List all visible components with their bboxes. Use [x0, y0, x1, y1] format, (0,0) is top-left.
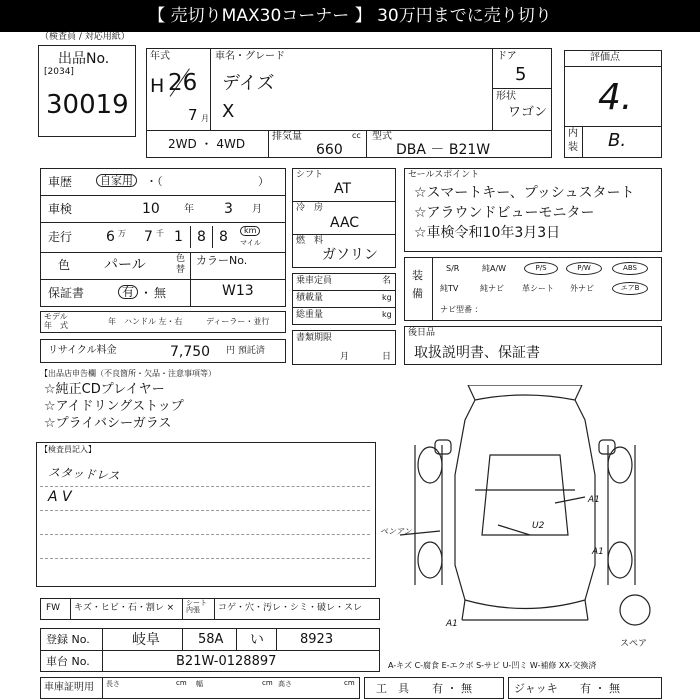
top-left-note: （検査員 / 対応用紙）: [40, 32, 130, 42]
mileage-d3: 1: [174, 229, 183, 245]
wheel-rear-left: [418, 542, 442, 578]
color-no-label: カラーNo.: [196, 254, 248, 267]
year-label: 年式: [150, 51, 170, 62]
mark-pen: ペンアン: [380, 527, 412, 536]
history-close: ）: [258, 175, 269, 188]
drive: 2WD ・ 4WD: [168, 137, 246, 151]
year-month-unit: 月: [201, 114, 209, 123]
spare-tire: [620, 595, 650, 625]
history-rest: ・（: [146, 175, 163, 188]
score-label: 評価点: [590, 52, 620, 63]
fuel-label: 燃 料: [296, 236, 324, 246]
mileage-d5: 8: [219, 229, 228, 245]
equip-sr: S/R: [446, 264, 460, 273]
color-value: パール: [104, 257, 146, 273]
damage-legend: A-キズ C-腐食 E-エクボ S-サビ U-凹ミ W-補修 XX-交換済: [388, 661, 597, 670]
history-label: 車歴: [48, 175, 73, 189]
displacement-value: 660: [316, 142, 343, 158]
equipment-label-1: 装: [412, 269, 423, 282]
model-value: DBA － B21W: [396, 142, 491, 158]
tools-label: 工 具: [376, 682, 409, 695]
equip-ps: P/S: [524, 262, 558, 275]
interior-label-2: 装: [568, 142, 578, 153]
capacity-unit: 名: [382, 276, 392, 286]
chassis-value: B21W-0128897: [176, 654, 277, 669]
score-value: 4.: [598, 77, 633, 118]
shift-value: AT: [334, 181, 352, 197]
mirror-right: [599, 440, 615, 454]
sales-point-1: ☆スマートキー、プッシュスタート: [414, 185, 635, 201]
mark-a1-front: A1: [592, 547, 604, 557]
model-year-dealer: ディーラー・並行: [206, 317, 270, 326]
equip-ext-navi: 外ナビ: [570, 284, 594, 293]
recycle-value: 7,750: [170, 344, 211, 360]
history-circled: 自家用: [96, 174, 137, 187]
equip-aw: 純A/W: [482, 264, 507, 273]
color-no-value: W13: [222, 283, 254, 299]
banner-text: 【 売切りMAX30コーナー 】 30万円までに売り切り: [148, 6, 552, 26]
expiry-unit2: 日: [382, 352, 392, 362]
model-label: 型式: [372, 131, 392, 142]
inspector-line1: スタッドレス: [47, 465, 120, 483]
warranty-label: 保証書: [48, 286, 85, 300]
floor-items: キズ・ヒビ・石・割レ ×: [74, 603, 175, 613]
later-label: 後日品: [408, 328, 436, 338]
recycle-unit: 円 預託済: [226, 346, 265, 356]
car-name-label: 車名・グレード: [215, 51, 285, 62]
cert-width: 幅: [196, 680, 203, 688]
interior-label-1: 内: [568, 128, 578, 139]
inspector-label: 【検査員記入】: [40, 445, 96, 454]
equip-navi: 純ナビ: [480, 284, 504, 293]
color-label: 色: [58, 258, 71, 272]
mark-u2: U2: [532, 521, 545, 531]
mileage-d1: 6: [106, 229, 115, 245]
model-year-l1: モデル: [44, 312, 68, 321]
displacement-unit: cc: [352, 131, 361, 140]
weight-label: 総重量: [296, 310, 324, 320]
wheel-front-right: [608, 447, 632, 483]
registration-kana: い: [250, 632, 264, 648]
cert-cm1: cm: [176, 679, 187, 687]
model-year-year: 年: [108, 317, 116, 326]
shaken-year: 10: [142, 201, 160, 217]
expiry-unit: 月: [340, 352, 350, 362]
declaration-3: ☆プライバシーガラス: [44, 416, 172, 431]
declaration-2: ☆アイドリングストップ: [44, 399, 184, 414]
displacement-label: 排気量: [272, 131, 302, 142]
car-name: デイズ: [222, 73, 275, 94]
side-right: [608, 445, 635, 585]
shaken-label: 車検: [48, 202, 73, 216]
capacity-label: 乗車定員: [296, 276, 333, 286]
lot-number: 30019: [46, 90, 129, 120]
warranty-sep: ・: [140, 286, 153, 300]
mileage-d2: 7: [144, 229, 153, 245]
equip-airbag: エアB: [612, 282, 648, 295]
declaration-1: ☆純正CDプレイヤー: [44, 382, 165, 397]
side-left: [415, 445, 442, 585]
ac-value: AAC: [330, 215, 360, 231]
color-change-2: 替: [176, 265, 186, 275]
cert-length: 長さ: [106, 680, 120, 688]
warranty-yes: 有: [118, 285, 138, 299]
lot-label: 出品No.: [58, 51, 110, 67]
mirror-left: [435, 440, 451, 454]
inspector-line2: A V: [48, 489, 72, 505]
car-grade: X: [222, 101, 235, 122]
mileage-unit-mile: マイル: [240, 239, 261, 247]
equipment-label-2: 備: [412, 287, 423, 300]
year-num: 26: [168, 70, 198, 96]
color-change-1: 色: [176, 254, 186, 264]
inspector-box: [36, 442, 376, 587]
shift-label: シフト: [296, 170, 324, 180]
equip-abs: ABS: [612, 262, 648, 275]
registration-pref: 岐阜: [132, 632, 160, 648]
car-damage-diagram: [380, 385, 670, 635]
ac-label: 冷 房: [296, 203, 324, 213]
lot-sub: [2034]: [44, 67, 74, 77]
cert-label: 車庫証明用: [44, 682, 94, 693]
floor-sheet: シート 内張: [186, 599, 207, 614]
mileage-d4: 8: [197, 229, 206, 245]
registration-label: 登録 No.: [46, 633, 90, 646]
door-label: ドア: [497, 51, 517, 62]
mark-a1-right: A1: [588, 495, 600, 505]
cert-height: 高さ: [278, 680, 292, 688]
wheel-rear-right: [608, 542, 632, 578]
shaken-year-unit: 年: [184, 204, 194, 215]
model-year-l2: 年 式: [44, 321, 68, 330]
equip-navi-model: ナビ型番 ：: [440, 305, 483, 314]
floor-label: FW: [46, 603, 61, 613]
mileage-unit-km: km: [240, 226, 260, 236]
equip-seat: 革シート: [522, 284, 554, 293]
sales-point-3: ☆車検令和10年3月3日: [414, 225, 561, 241]
model-year-handle: ハンドル 左・右: [124, 317, 183, 326]
later-value: 取扱説明書、保証書: [414, 345, 540, 361]
expiry-label: 書類期限: [296, 333, 333, 343]
jack-label: ジャッキ: [514, 682, 558, 695]
spare-label: スペア: [620, 639, 648, 649]
declaration-label: 【出品店申告欄（不良箇所・欠品・注意事項等）: [40, 369, 216, 378]
roof-outline: [482, 455, 568, 535]
car-body-outline: [455, 395, 595, 609]
shaken-month: 3: [224, 201, 233, 217]
load-label: 積載量: [296, 293, 324, 303]
weight-unit: kg: [382, 310, 392, 319]
chassis-label: 車台 No.: [46, 655, 90, 668]
interior-value: B.: [608, 130, 627, 151]
mileage-u1: 万: [118, 229, 126, 238]
mileage-label: 走行: [48, 230, 73, 244]
sales-point-2: ☆アラウンドビューモニター: [414, 205, 595, 221]
cert-cm3: cm: [344, 679, 355, 687]
mark-a1-bottom: A1: [446, 619, 458, 629]
door-value: 5: [515, 64, 527, 85]
jack-value: 有 ・ 無: [580, 682, 620, 695]
body-type-value: ワゴン: [508, 105, 548, 120]
warranty-no: 無: [154, 286, 167, 300]
wheel-front-left: [418, 447, 442, 483]
fuel-value: ガソリン: [322, 247, 378, 263]
load-unit: kg: [382, 293, 392, 302]
tools-value: 有 ・ 無: [432, 682, 472, 695]
recycle-label: リサイクル料金: [48, 345, 117, 356]
cert-cm2: cm: [262, 679, 273, 687]
body-type-label: 形状: [496, 91, 516, 102]
registration-class: 58A: [198, 632, 224, 647]
equip-tv: 純TV: [440, 284, 459, 293]
year-month: 7: [188, 106, 198, 124]
sales-points-label: セールスポイント: [408, 170, 480, 180]
equip-pw: P/W: [566, 262, 602, 275]
registration-num: 8923: [300, 632, 334, 647]
floor-items2: コゲ・穴・汚レ・シミ・破レ・スレ: [218, 603, 363, 613]
mileage-u2: 千: [156, 229, 164, 238]
shaken-month-unit: 月: [252, 204, 262, 215]
year-era: H: [150, 75, 165, 97]
